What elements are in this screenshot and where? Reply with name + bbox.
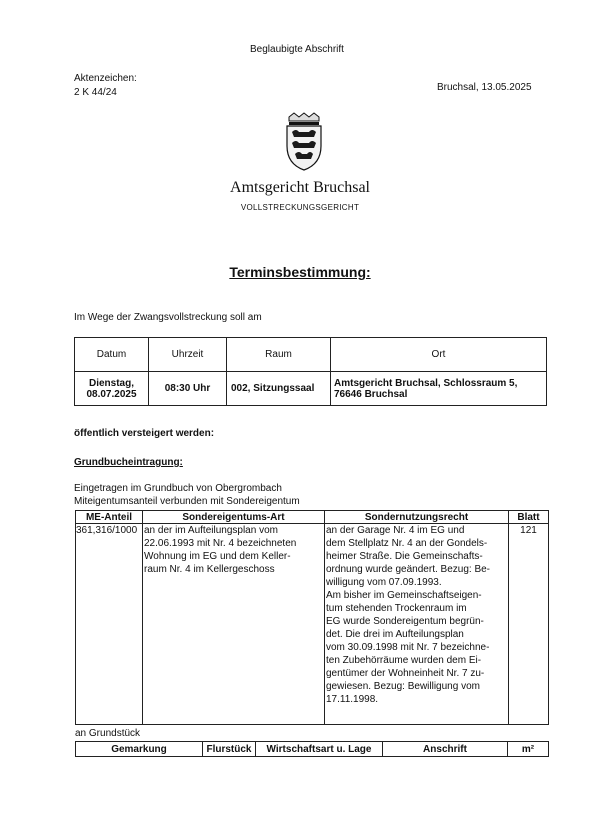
- schedule-value-row: [75, 372, 547, 406]
- register-share: 361,316/1000: [76, 524, 143, 725]
- property-label: an Grundstück: [75, 728, 141, 739]
- intro-text: Im Wege der Zwangsvollstreckung soll am: [74, 312, 262, 323]
- court-division: VOLLSTRECKUNGSGERICHT: [240, 203, 360, 212]
- register-header-usage: Sondernutzungsrecht: [325, 511, 509, 524]
- ownership-line: raum Nr. 4 im Kellergeschoss: [144, 564, 275, 575]
- usage-line: EG wurde Sondereigentum begrün-: [326, 616, 484, 627]
- parcel-header-plot: Flurstück: [203, 742, 256, 757]
- parcel-header-row: [76, 742, 549, 757]
- usage-line: heimer Straße. Die Gemeinschafts-: [326, 551, 483, 562]
- schedule-header-date: Datum: [75, 338, 149, 372]
- ownership-line: Wohnung im EG und dem Keller-: [144, 551, 291, 562]
- schedule-date-day: 08.07.2025: [86, 388, 137, 400]
- usage-line: gewiesen. Bezug: Bewilligung vom: [326, 681, 480, 692]
- usage-line: det. Die drei im Aufteilungsplan: [326, 629, 464, 640]
- file-reference-number: 2 K 44/24: [74, 87, 117, 98]
- usage-line: dem Stellplatz Nr. 4 an der Gondels-: [326, 538, 488, 549]
- register-table: [75, 510, 549, 725]
- register-usage: [325, 524, 509, 725]
- schedule-header-room: Raum: [227, 338, 331, 372]
- register-line-2: Miteigentumsanteil verbunden mit Sondereigentum: [74, 496, 300, 507]
- usage-line: ten Zubehörräume wurden dem Ei-: [326, 655, 482, 666]
- usage-line: vom 30.09.1998 mit Nr. 7 bezeichne-: [326, 642, 490, 653]
- schedule-date-weekday: Dienstag,: [88, 377, 134, 389]
- schedule-header-place: Ort: [331, 338, 547, 372]
- schedule-place-line-2: 76646 Bruchsal: [334, 388, 408, 400]
- schedule-header-time: Uhrzeit: [149, 338, 227, 372]
- schedule-place: [331, 372, 547, 406]
- certified-copy-label: Beglaubigte Abschrift: [250, 44, 344, 55]
- register-header-share: ME-Anteil: [76, 511, 143, 524]
- place-and-date: Bruchsal, 13.05.2025: [437, 82, 532, 93]
- section-title: Grundbucheintragung:: [74, 457, 183, 468]
- parcel-header-address: Anschrift: [383, 742, 508, 757]
- document-title: Terminsbestimmung:: [229, 264, 371, 280]
- schedule-place-line-1: Amtsgericht Bruchsal, Schlossraum 5,: [334, 377, 518, 389]
- schedule-header-row: [75, 338, 547, 372]
- usage-line: Am bisher im Gemeinschaftseigen-: [326, 590, 482, 601]
- file-reference-label: Aktenzeichen:: [74, 73, 137, 84]
- usage-line: an der Garage Nr. 4 im EG und: [326, 525, 465, 536]
- register-line-1: Eingetragen im Grundbuch von Obergrombach: [74, 483, 282, 494]
- usage-line: 17.11.1998.: [326, 694, 379, 705]
- usage-line: willigung vom 07.09.1993.: [326, 577, 442, 588]
- register-row: [76, 524, 549, 725]
- schedule-room: 002, Sitzungssaal: [227, 372, 331, 406]
- parcel-table: [75, 741, 549, 757]
- schedule-time: 08:30 Uhr: [149, 372, 227, 406]
- register-sheet: 121: [509, 524, 549, 725]
- register-ownership: [143, 524, 325, 725]
- schedule-date: [75, 372, 149, 406]
- parcel-header-use: Wirtschaftsart u. Lage: [256, 742, 383, 757]
- usage-line: gentümer der Wohneinheit Nr. 7 zu-: [326, 668, 485, 679]
- parcel-header-district: Gemarkung: [76, 742, 203, 757]
- ownership-line: 22.06.1993 mit Nr. 4 bezeichneten: [144, 538, 297, 549]
- schedule-table: [74, 337, 547, 406]
- register-header-row: [76, 511, 549, 524]
- court-name: Amtsgericht Bruchsal: [230, 179, 370, 196]
- usage-line: ordnung wurde geändert. Bezug: Be-: [326, 564, 490, 575]
- ownership-line: an der im Aufteilungsplan vom: [144, 525, 278, 536]
- register-header-sheet: Blatt: [509, 511, 549, 524]
- usage-line: tum stehenden Trockenraum im: [326, 603, 467, 614]
- auction-text: öffentlich versteigert werden:: [74, 428, 215, 439]
- coat-of-arms-icon: [283, 112, 325, 172]
- parcel-header-area: m²: [508, 742, 549, 757]
- register-header-ownership: Sondereigentums-Art: [143, 511, 325, 524]
